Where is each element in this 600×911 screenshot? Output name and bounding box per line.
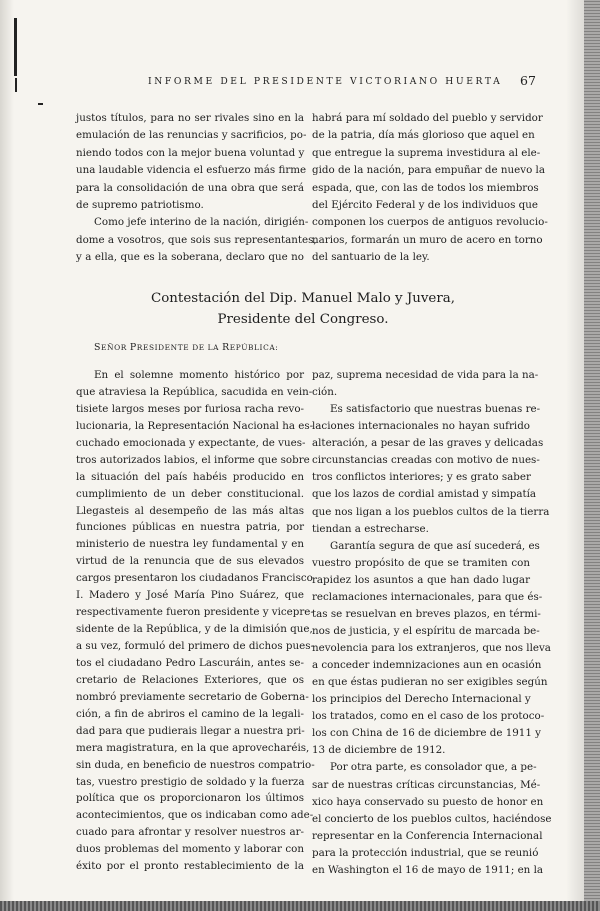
text-line: éxito por el pronto restablecimiento de la	[76, 860, 304, 873]
text-line: cretario de Relaciones Exteriores, que os	[76, 673, 304, 686]
binding-shadow	[0, 0, 14, 911]
text-line: Como jefe interino de la nación, dirigién-	[94, 216, 309, 229]
text-line: una laudable videncia el esfuerzo más firme	[76, 164, 307, 177]
text-line: para la protección industrial, que se reunió	[312, 846, 539, 859]
salutation-part: EPÚBLICA:	[229, 343, 279, 352]
text-line: funciones públicas en nuestra patria, por	[76, 521, 304, 534]
salutation-part: R	[222, 342, 230, 353]
text-line: Es satisfactorio que nuestras buenas re-	[330, 403, 541, 416]
text-line: narios, formarán un muro de acero en torno	[312, 233, 543, 246]
text-line: gido de la nación, para empuñar de nuevo la	[312, 164, 545, 177]
text-line: que los lazos de cordial amistad y simpatía	[312, 488, 537, 501]
text-line: nos de justicia, y el espíritu de marcada be-	[312, 624, 540, 637]
text-line: habrá para mí soldado del pueblo y servidor	[312, 112, 543, 124]
text-line: dome a vosotros, que sois sus representantes,	[76, 233, 317, 246]
text-line: xico haya conservado su puesto de honor en	[312, 795, 544, 808]
text-line: paz, suprema necesidad de vida para la na-	[312, 369, 539, 381]
text-line: tisiete largos meses por furiosa racha revo-	[76, 402, 304, 415]
text-line: mera magistratura, en la que aprovecharéis,	[76, 741, 310, 754]
text-line: a conceder indemnizaciones aun en ocasión	[312, 659, 542, 672]
section-title-line: Presidente del Congreso.	[217, 312, 389, 327]
text-line: Por otra parte, es consolador que, a pe-	[330, 761, 537, 774]
text-line: En el solemne momento histórico por	[94, 369, 304, 381]
running-title: INFORME DEL PRESIDENTE VICTORIANO HUERTA	[148, 76, 503, 87]
page-edge-shade	[566, 0, 584, 911]
text-line: respectivamente fueron presidente y vicepre-	[76, 606, 314, 619]
text-line: tros conflictos interiores; y es grato saber	[312, 471, 531, 484]
text-line: política que os proporcionaron los últimos	[76, 792, 304, 805]
text-line: nevolencia para los extranjeros, que nos lleva	[312, 642, 551, 654]
section-title-line: Contestación del Dip. Manuel Malo y Juvera,	[151, 291, 455, 306]
text-line: que nos ligan a los pueblos cultos de la tierra	[312, 505, 550, 518]
text-line: circunstancias creadas con motivo de nues-	[312, 454, 540, 467]
bottom-left-column	[76, 367, 315, 875]
scanner-edge-bottom	[0, 901, 600, 911]
running-head	[100, 73, 540, 89]
text-line: virtud de la renuncia que de sus elevados	[76, 555, 304, 568]
text-line: a su vez, formuló del primero de dichos pues-	[76, 640, 314, 652]
text-line: del Ejército Federal y de los individuos que	[312, 199, 538, 212]
text-line: los principios del Derecho Internacional y	[312, 693, 531, 706]
text-line: 13 de diciembre de 1912.	[312, 744, 446, 757]
text-line: tros autorizados labios, el informe que sobre	[76, 453, 310, 466]
salutation	[94, 342, 278, 353]
text-line: del santuario de la ley.	[312, 251, 430, 264]
text-line: cuchado emocionada y expectante, de vues-	[76, 436, 306, 449]
top-right-column	[312, 110, 548, 267]
text-line: los con China de 16 de diciembre de 1911 y	[312, 727, 541, 740]
text-line: de la patria, día más glorioso que aquel en	[312, 129, 535, 142]
text-line: ción, a fin de abriros el camino de la legali-	[76, 707, 304, 720]
text-line: cumplimiento de un deber constitucional.	[76, 487, 304, 500]
text-line: justos títulos, para no ser rivales sino en la	[76, 112, 304, 124]
text-line: y a ella, que es la soberana, declaro que no	[76, 251, 304, 264]
text-line: el concierto de los pueblos cultos, haciéndose	[312, 812, 552, 825]
text-line: tas, vuestro prestigio de soldado y la fuerza	[76, 775, 305, 788]
text-line: ministerio de nuestra ley fundamental y en	[76, 538, 304, 551]
text-line: Garantía segura de que así sucederá, es	[330, 539, 540, 552]
scan-mark	[14, 18, 17, 76]
text-line: espada, que, con las de todos los miembros	[312, 181, 539, 194]
top-left-column	[76, 110, 317, 267]
salutation-part: S	[94, 342, 102, 353]
text-line: vuestro propósito de que se tramiten con	[312, 556, 530, 569]
text-line: Llegasteis al desempeño de las más altas	[76, 504, 304, 517]
text-line: los tratados, como en el caso de los protoco-	[312, 710, 545, 723]
section-title	[76, 288, 530, 330]
bottom-right-column	[312, 367, 552, 879]
text-line: representar en la Conferencia Internacional	[312, 829, 543, 842]
scan-mark	[38, 103, 43, 105]
salutation-part: EÑOR	[101, 343, 130, 352]
text-line: nombró previamente secretario de Goberna-	[76, 690, 309, 703]
text-line: que atraviesa la República, sacudida en vein-	[76, 385, 313, 398]
text-line: reclamaciones internacionales, para que és-	[312, 590, 543, 603]
text-line: tiendan a estrecharse.	[312, 522, 429, 535]
text-line: componen los cuerpos de antiguos revolucio-	[312, 216, 548, 229]
text-line: niendo todos con la mejor buena voluntad y	[76, 146, 305, 159]
text-line: sidente de la República, y de la dimisión que,	[76, 623, 313, 636]
text-line: lucionaria, la Representación Nacional ha es-	[76, 419, 314, 432]
text-line: para la consolidación de una obra que será	[76, 181, 304, 194]
scanner-edge-right	[584, 0, 600, 911]
text-line: cargos presentaron los ciudadanos Francisco	[76, 572, 313, 585]
text-line: alteración, a pesar de las graves y delicadas	[312, 437, 544, 450]
text-line: I. Madero y José María Pino Suárez, que	[76, 589, 304, 602]
text-line: de supremo patriotismo.	[76, 199, 204, 212]
text-line: tas se resuelvan en breves plazos, en térmi-	[312, 607, 541, 620]
salutation-part: RESIDENTE DE LA	[136, 343, 223, 352]
text-line: ción.	[312, 386, 338, 399]
text-line: la situación del país habéis producido en	[76, 470, 304, 483]
page-number: 67	[520, 73, 536, 88]
text-line: sar de nuestras críticas circunstancias, Mé-	[312, 778, 541, 791]
text-line: acontecimientos, que os indicaban como ade-	[76, 809, 314, 822]
text-line: laciones internacionales no hayan sufrido	[312, 420, 530, 433]
text-line: en que éstas pudieran no ser exigibles según	[312, 676, 548, 689]
text-line: cuado para afrontar y resolver nuestros ar-	[76, 826, 304, 839]
text-line: en Washington el 16 de mayo de 1911; en la	[312, 863, 544, 876]
text-line: duos problemas del momento y laborar con	[76, 843, 304, 856]
salutation-part: P	[129, 342, 137, 353]
text-line: rapidez los asuntos a que han dado lugar	[312, 573, 530, 586]
scan-mark	[15, 78, 17, 92]
text-line: tos el ciudadano Pedro Lascuráin, antes se-	[76, 656, 304, 669]
text-line: que entregue la suprema investidura al ele-	[312, 146, 541, 159]
text-line: dad para que pudierais llegar a nuestra pri-	[76, 724, 305, 737]
text-line: emulación de las renuncias y sacrificios, po-	[76, 129, 307, 142]
text-line: sin duda, en beneficio de nuestros compatrio-	[76, 758, 315, 771]
